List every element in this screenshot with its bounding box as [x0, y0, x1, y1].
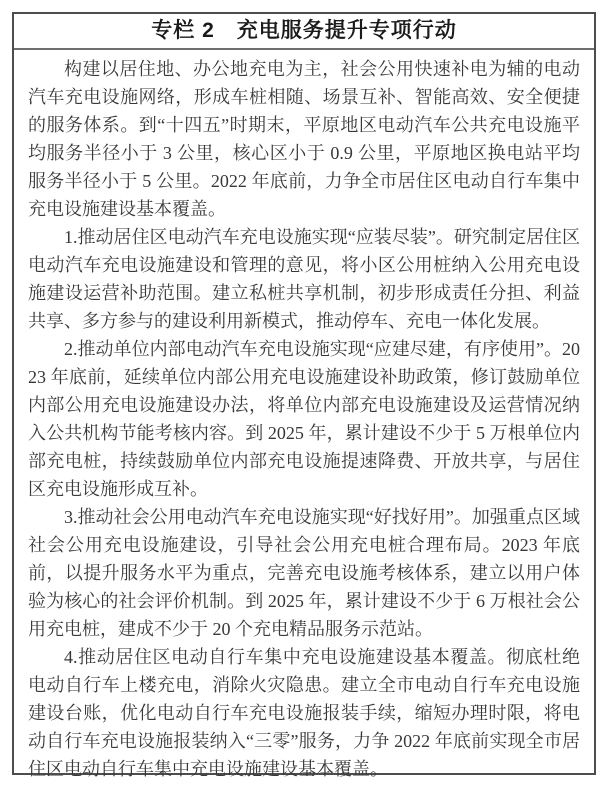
box-body — [14, 50, 594, 789]
box-title: 专栏 2 充电服务提升专项行动 — [14, 14, 594, 50]
paragraph-item-1: 1.推动居住区电动汽车充电设施实现“应装尽装”。研究制定居住区电动汽车充电设施建设和管理的意见，将小区公用桩纳入公用充电设施建设运营补助范围。建立私桩共享机制，初步形成责任分担、利益共享、多方参与的建设利用新模式，推动停车、充电一体化发展。 — [28, 227, 580, 331]
callout-box — [12, 12, 596, 779]
paragraph-item-3: 3.推动社会公用电动汽车充电设施实现“好找好用”。加强重点区域社会公用充电设施建设，引导社会公用充电桩合理布局。2023 年底前，以提升服务水平为重点，完善充电设施考核体系，建立以用户体验为核心的社会评价机制。到 2025 年，累计建设不少于 6 万根社会公用充电桩，建成不少于 20 个充电精品服务示范站。 — [28, 507, 580, 639]
paragraph-item-4: 4.推动居住区电动自行车集中充电设施建设基本覆盖。彻底杜绝电动自行车上楼充电，消除火灾隐患。建立全市电动自行车充电设施建设台账，优化电动自行车充电设施报装手续，缩短办理时限，将电动自行车充电设施报装纳入“三零”服务，力争 2022 年底前实现全市居住区电动自行车集中充电设施建设基本覆盖。 — [28, 647, 580, 779]
paragraph-overview: 构建以居住地、办公地充电为主，社会公用快速补电为辅的电动汽车充电设施网络，形成车桩相随、场景互补、智能高效、安全便捷的服务体系。到“十四五”时期末，平原地区电动汽车公共充电设施平均服务半径小于 3 公里，核心区小于 0.9 公里，平原地区换电站平均服务半径小于 5 公里。2022 年底前，力争全市居住区电动自行车集中充电设施建设基本覆盖。 — [28, 59, 580, 219]
paragraph-item-2: 2.推动单位内部电动汽车充电设施实现“应建尽建，有序使用”。2023 年底前，延续单位内部公用充电设施建设补助政策，修订鼓励单位内部公用充电设施建设办法，将单位内部充电设施建设及运营情况纳入公共机构节能考核内容。到 2025 年，累计建设不少于 5 万根单位内部充电桩，持续鼓励单位内部充电设施提速降费、开放共享，与居住区充电设施形成互补。 — [28, 339, 580, 499]
